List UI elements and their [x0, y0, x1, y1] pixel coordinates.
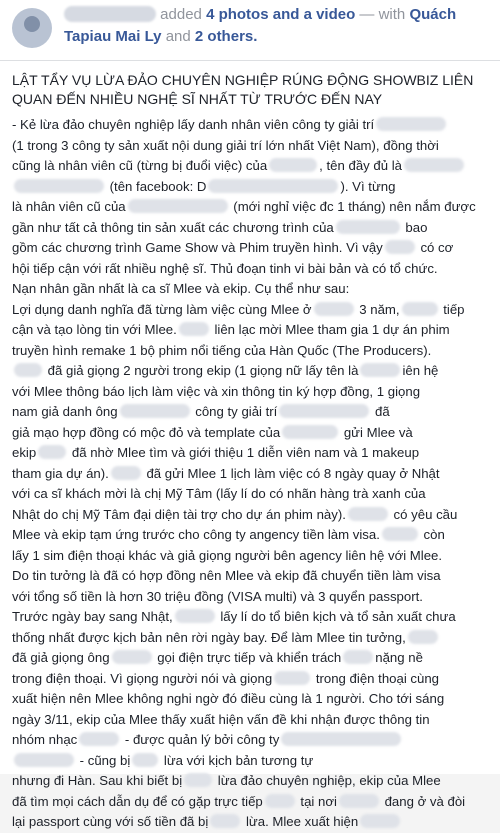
post-line-text: liên lạc mời Mlee tham gia 1 dự án phim [210, 322, 450, 337]
redacted-text [348, 507, 388, 521]
post-line-text: đã tìm mọi cách dẫn dụ để có gặp trực tiếp [12, 793, 263, 809]
and-label: and [165, 28, 191, 45]
post-line-text: tham gia dự án). [12, 465, 109, 481]
post-line-text: (1 trong 3 công ty sản xuất nội dung giải trí lớn nhất Việt Nam), đồng thời [12, 137, 439, 153]
post-line-text: bao [401, 219, 428, 235]
redacted-author [64, 6, 156, 22]
post-line [12, 177, 488, 198]
redacted-text [339, 794, 379, 808]
post-line-text: iên hệ [402, 363, 439, 378]
redacted-text [281, 732, 401, 746]
post-line [12, 730, 488, 751]
photos-link[interactable]: 4 photos and a video [206, 6, 356, 23]
post-line-text: với ca sĩ khách mời là chị Mỹ Tâm (lấy lí do có nhãn hàng trà xanh của [12, 486, 426, 501]
post-line-text: trong điện thoại cùng [312, 670, 440, 686]
redacted-text [402, 302, 438, 316]
post-line-text: đang ở và đòi [380, 793, 466, 809]
redacted-text [279, 404, 369, 418]
redacted-text [376, 117, 446, 131]
post-line-text: là nhân viên cũ của [12, 199, 126, 214]
post-line-text: công ty giải trí [191, 404, 278, 419]
post-line [12, 710, 488, 731]
post-line [12, 341, 488, 362]
added-label: added [160, 6, 202, 23]
post-line-text: đã [371, 404, 390, 419]
post-line-text: - cũng bị [76, 752, 131, 768]
post-line [12, 361, 488, 382]
redacted-text [14, 363, 42, 377]
post-line-text: cũng là nhân viên cũ (từng bị đuổi việc) của [12, 158, 268, 173]
post-line-text: Mlee và ekip tạm ứng trước cho công ty angency tiền làm visa. [12, 527, 380, 542]
post-line [12, 648, 488, 669]
post-line-text: - Kẻ lừa đảo chuyên nghiệp lấy danh nhân viên công ty giải trí [12, 117, 375, 132]
post-line [12, 300, 488, 321]
post-line-text: đã gửi Mlee 1 lịch làm việc có 8 ngày quay ở Nhật [142, 465, 440, 481]
post-line-text: tiếp [439, 301, 465, 317]
post-line-text: nhưng đi Hàn. Sau khi biết bị [12, 773, 183, 788]
post-line-text: lấy lí do tổ biên kịch và tổ sản xuất chưa [216, 609, 456, 624]
post-line-text: với tổng số tiền là hơn 30 triệu đồng (VISA multi) và 3 quyển passport. [12, 588, 423, 604]
post-line-text: ekip [12, 445, 37, 460]
post-line [12, 464, 488, 485]
post-line [12, 689, 488, 710]
post-line-text: Nhật do chị Mỹ Tâm đại diện tài trợ cho dự án phim này). [12, 506, 346, 522]
post-line-text: - được quản lý bởi công ty [121, 732, 280, 747]
redacted-text [282, 425, 338, 439]
avatar[interactable] [12, 8, 52, 48]
redacted-text [336, 220, 400, 234]
others-link[interactable]: 2 others. [194, 28, 258, 45]
post-line [12, 628, 488, 649]
redacted-text [128, 199, 228, 213]
redacted-text [38, 445, 66, 459]
redacted-text [14, 179, 104, 193]
post-line-text: gửi Mlee và [340, 424, 413, 440]
post-line-text: Do tin tưởng là đã có hợp đồng nên Mlee và ekip đã chuyển tiền làm visa [12, 568, 441, 583]
redacted-text [408, 630, 438, 644]
post-line-text: (mới nghỉ việc đc 1 tháng) nên nắm được [229, 199, 476, 214]
post-line-text: lừa với kịch bản tương tự [160, 752, 314, 768]
post-line [12, 587, 488, 608]
post-line-text: lại passport cùng với số tiền đã bị [12, 814, 209, 829]
post-line-text: ngày 3/11, ekip của Mlee thấy xuất hiện vấn đề khi nhận được thông tin [12, 711, 430, 727]
post-line-text: gần như tất cả thông tin sản xuất các chương trình của [12, 219, 334, 235]
post-line [12, 566, 488, 587]
post-line [12, 156, 488, 177]
post-line-text: giả mạo hợp đồng có mộc đỏ và template của [12, 424, 281, 440]
redacted-text [382, 527, 418, 541]
post-line [12, 546, 488, 567]
post-line-text: gọi điện trực tiếp và khiển trách [153, 650, 342, 665]
post-line-text: , tên đầy đủ là [319, 158, 403, 173]
post-line-text: xuất hiện nên Mlee không nghi ngờ đó điều cùng là 1 người. Cho tới sáng [12, 691, 445, 706]
redacted-text [274, 671, 310, 685]
post-line-text: trong điện thoại. Vì giọng người nói và giọng [12, 670, 273, 686]
post-line-text: có yêu cầu [389, 506, 458, 522]
post-line-text: thống nhất được kịch bản nên rời ngày bay. Để làm Mlee tin tưởng, [12, 629, 406, 645]
post-line [12, 812, 488, 833]
post-line-text: nam giả danh ông [12, 404, 118, 419]
post-header [0, 0, 500, 61]
post-line-text: đã giả giọng 2 người trong ekip (1 giọng nữ lấy tên là [44, 363, 359, 378]
redacted-text [120, 404, 190, 418]
post-line-text: lừa đảo chuyên nghiệp, ekip của Mlee [214, 773, 441, 788]
post-line [12, 382, 488, 403]
redacted-text [132, 753, 158, 767]
post-line-text: Lợi dụng danh nghĩa đã từng làm việc cùng Mlee ở [12, 301, 312, 317]
redacted-text [314, 302, 354, 316]
post-line [12, 136, 488, 157]
redacted-text [360, 814, 400, 828]
post-line-text: có cơ [416, 240, 454, 255]
post-line [12, 402, 488, 423]
post-title-line-1: LẬT TẨY VỤ LỪA ĐẢO CHUYÊN NGHIỆP RÚNG ĐỘNG SHOWBIZ LIÊN [12, 72, 474, 88]
post-line-text: (tên facebook: D [106, 178, 207, 194]
redacted-text [360, 363, 400, 377]
post-line-text: ). Vì từng [340, 178, 396, 194]
post-line [12, 792, 488, 813]
redacted-text [265, 794, 295, 808]
post-line-text: nặng nề [375, 650, 423, 665]
redacted-text [184, 773, 212, 787]
tagged-person-link[interactable]: Quách Tapiau Mai Ly [64, 6, 457, 45]
redacted-text [175, 609, 215, 623]
redacted-text [112, 650, 152, 664]
post-line [12, 197, 488, 218]
post-line [12, 423, 488, 444]
post-line-text: Nạn nhân gần nhất là ca sĩ Mlee và ekip. Cụ thể như sau: [12, 281, 350, 296]
post-line-text: còn [419, 527, 445, 542]
post-line-text: 3 năm, [355, 301, 400, 317]
with-label: — with [359, 6, 406, 23]
post-line-text: lấy 1 sim điện thoại khác và giả giọng người bên agency liên hệ với Mlee. [12, 547, 443, 563]
post-line-text: với Mlee thông báo lịch làm việc và xin thông tin ký hợp đồng, 1 giọng [12, 383, 421, 399]
post-header-text [64, 4, 484, 48]
post-line-text: đã giả giọng ông [12, 650, 110, 665]
post-line-text: nhóm nhạc [12, 732, 78, 747]
post-line [12, 218, 488, 239]
post-title-line-2: QUAN ĐẾN NHIỀU NGHỆ SĨ NHẤT TỪ TRƯỚC ĐẾN NAY [12, 91, 383, 107]
redacted-text [179, 322, 209, 336]
post-line-text: truyền hình remake 1 bộ phim nổi tiếng của Hàn Quốc (The Producers). [12, 342, 432, 358]
post-line-text: gồm các chương trình Game Show và Phim truyền hình. Vì vậy [12, 240, 383, 255]
post-body [0, 61, 500, 829]
post-line-text: hội tiếp cận với rất nhiều nghệ sĩ. Thủ đoạn tinh vi bài bản và có tổ chức. [12, 260, 438, 276]
post-text [12, 115, 488, 833]
post-line [12, 607, 488, 628]
post-line-text: lừa. Mlee xuất hiện [242, 814, 359, 829]
redacted-text [269, 158, 317, 172]
post-line [12, 238, 488, 259]
redacted-text [14, 753, 74, 767]
redacted-text [404, 158, 464, 172]
post-line [12, 443, 488, 464]
post-line-text: cận và tạo lòng tin với Mlee. [12, 322, 177, 337]
redacted-text [208, 179, 338, 193]
post-line [12, 505, 488, 526]
post-line-text: đã nhờ Mlee tìm và giới thiệu 1 diễn viên nam và 1 makeup [68, 445, 420, 460]
post-line [12, 259, 488, 280]
post-line [12, 320, 488, 341]
post-line [12, 751, 488, 772]
post-line [12, 771, 488, 792]
post-title [12, 71, 488, 109]
post-line [12, 525, 488, 546]
redacted-text [210, 814, 240, 828]
post-line-text: Trước ngày bay sang Nhật, [12, 609, 173, 624]
post-line-text: tại nơi [296, 793, 337, 809]
post-line [12, 669, 488, 690]
redacted-text [79, 732, 119, 746]
post-line [12, 484, 488, 505]
redacted-text [343, 650, 373, 664]
post-line [12, 279, 488, 300]
redacted-text [385, 240, 415, 254]
post-line [12, 115, 488, 136]
redacted-text [111, 466, 141, 480]
